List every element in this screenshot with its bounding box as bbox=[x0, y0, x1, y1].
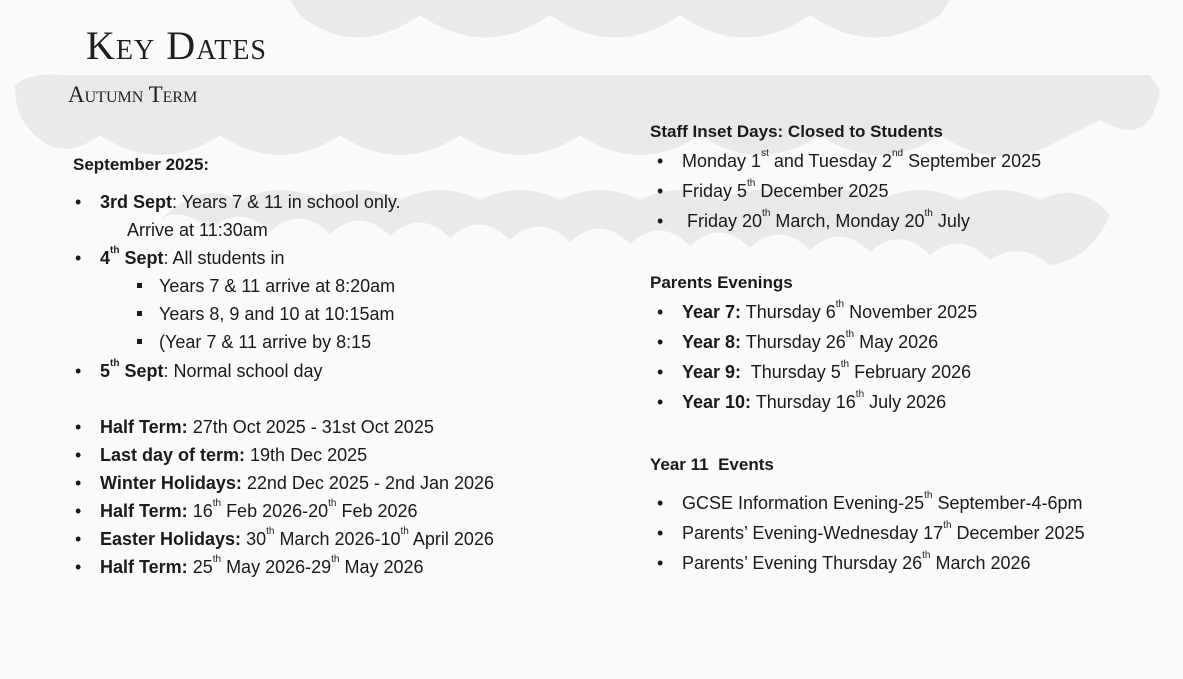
square-bullet-icon bbox=[137, 283, 142, 288]
date-label: 5th Sept bbox=[100, 358, 164, 381]
bullet-icon: • bbox=[75, 473, 82, 493]
bullet-icon: • bbox=[75, 529, 82, 549]
date-label: 4th Sept bbox=[100, 245, 164, 268]
item-text: : All students in bbox=[163, 248, 285, 268]
bullet-icon: • bbox=[657, 553, 664, 573]
bullet-icon: • bbox=[75, 192, 82, 212]
parents-evenings-heading: Parents Evenings bbox=[650, 273, 793, 292]
page-title: Key Dates bbox=[86, 23, 267, 68]
item-text: : Years 7 & 11 in school only. bbox=[172, 192, 401, 212]
bullet-icon: • bbox=[657, 493, 664, 513]
inset-days-heading: Staff Inset Days: Closed to Students bbox=[650, 122, 943, 141]
bullet-icon: • bbox=[657, 332, 664, 352]
date-label: 3rd Sept bbox=[100, 192, 173, 212]
bullet-icon: • bbox=[75, 361, 82, 381]
year11-events-heading: Year 11 Events bbox=[650, 455, 774, 474]
bullet-icon: • bbox=[75, 417, 82, 437]
bullet-icon: • bbox=[75, 248, 82, 268]
bullet-icon: • bbox=[657, 211, 664, 231]
list-item-continuation: Arrive at 11:30am bbox=[127, 220, 268, 240]
bullet-icon: • bbox=[657, 392, 664, 412]
bullet-icon: • bbox=[657, 302, 664, 322]
bullet-icon: • bbox=[75, 501, 82, 521]
bullet-icon: • bbox=[75, 557, 82, 577]
item-text: : Normal school day bbox=[163, 361, 323, 381]
bullet-icon: • bbox=[657, 523, 664, 543]
september-heading: September 2025: bbox=[73, 155, 210, 174]
bullet-icon: • bbox=[657, 362, 664, 382]
bullet-icon: • bbox=[657, 151, 664, 171]
bullet-icon: • bbox=[657, 181, 664, 201]
square-bullet-icon bbox=[137, 339, 142, 344]
bullet-icon: • bbox=[75, 445, 82, 465]
square-bullet-icon bbox=[137, 311, 142, 316]
term-subtitle: Autumn Term bbox=[68, 82, 198, 107]
